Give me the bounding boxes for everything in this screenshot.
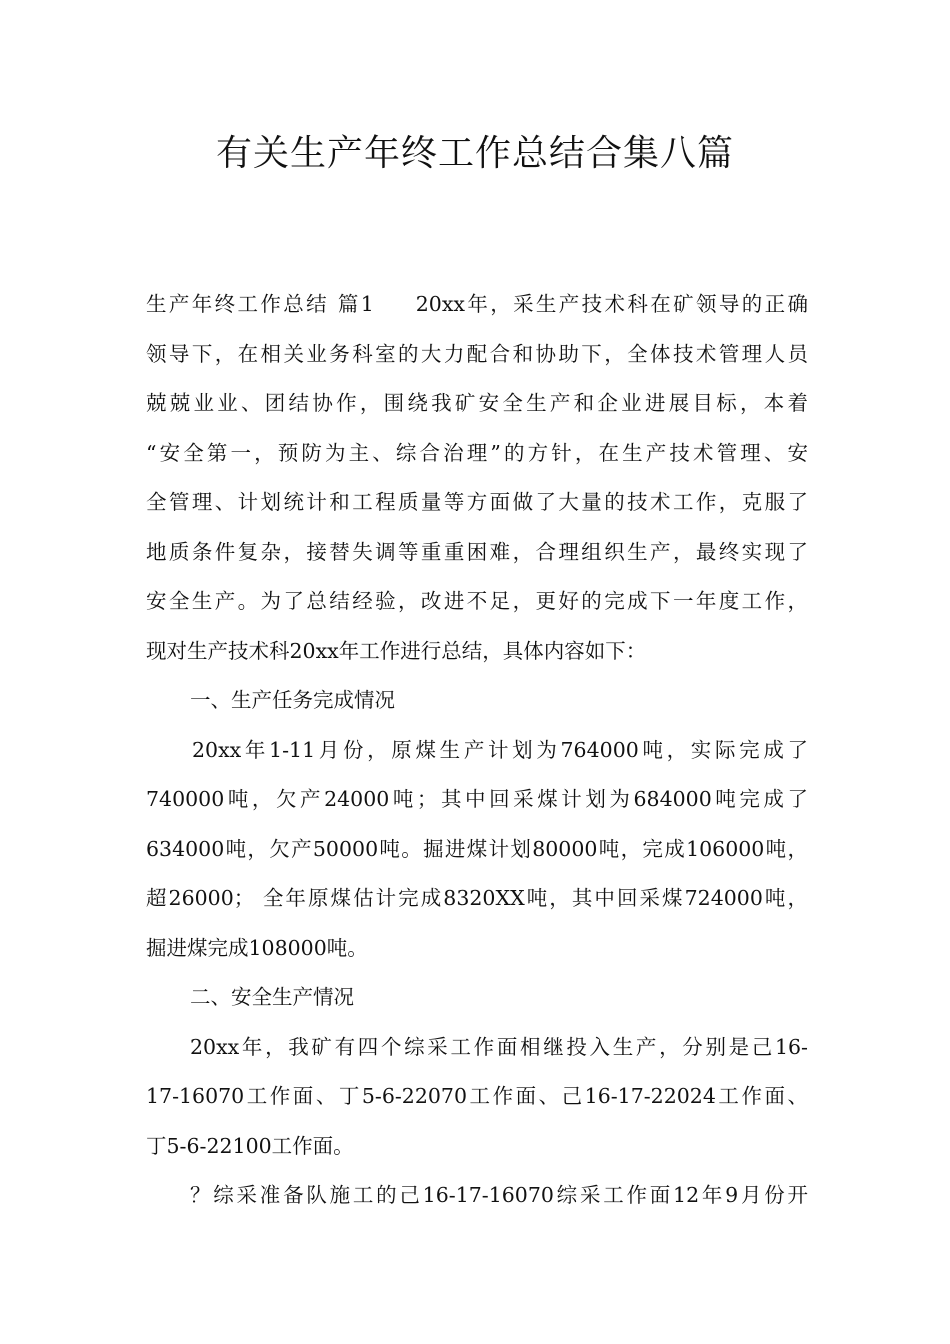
paragraph-line: 安全生产。为了总结经验，改进不足，更好的完成下一年度工作， bbox=[146, 589, 808, 613]
paragraph-line: 超26000； 全年原煤估计完成8320XX吨，其中回采煤724000吨， bbox=[146, 886, 808, 910]
paragraph-line: 掘进煤完成108000吨。 bbox=[146, 935, 368, 960]
paragraph-line: 20xx年，我矿有四个综采工作面相继投入生产，分别是己16- bbox=[190, 1034, 808, 1059]
paragraph-line: 17-16070工作面、丁5-6-22070工作面、己16-17-22024工作面、 bbox=[146, 1084, 808, 1108]
paragraph-line: 634000吨，欠产50000吨。掘进煤计划80000吨，完成106000吨， bbox=[146, 836, 808, 861]
section-heading-inline: 生产年终工作总结 篇1 bbox=[146, 292, 374, 316]
paragraph-line bbox=[146, 280, 808, 330]
paragraph-line: 兢兢业业、团结协作，围绕我矿安全生产和企业进展目标，本着 bbox=[146, 391, 808, 415]
paragraph-line: 20xx年1-11月份，原煤生产计划为764000吨，实际完成了 bbox=[192, 737, 808, 762]
paragraph-line: 丁5-6-22100工作面。 bbox=[146, 1133, 354, 1158]
paragraph-line: 地质条件复杂，接替失调等重重困难，合理组织生产，最终实现了 bbox=[146, 539, 808, 564]
section-heading: 二、安全生产情况 bbox=[190, 985, 354, 1009]
section-heading: 一、生产任务完成情况 bbox=[190, 688, 395, 712]
paragraph-line: ？综采准备队施工的己16-17-16070综采工作面12年9月份开 bbox=[190, 1183, 808, 1207]
document-body bbox=[146, 280, 808, 1221]
paragraph-line: 全管理、计划统计和工程质量等方面做了大量的技术工作，克服了 bbox=[146, 490, 808, 514]
document-title: 有关生产年终工作总结合集八篇 bbox=[215, 133, 734, 174]
paragraph-line: “安全第一，预防为主、综合治理”的方针，在生产技术管理、安 bbox=[146, 440, 808, 465]
paragraph-text: 20xx年，采生产技术科在矿领导的正确 bbox=[415, 292, 808, 316]
paragraph-line: 领导下，在相关业务科室的大力配合和协助下，全体技术管理人员 bbox=[146, 341, 808, 366]
paragraph-line: 740000吨，欠产24000吨；其中回采煤计划为684000吨完成了 bbox=[146, 787, 808, 811]
paragraph-line: 现对生产技术科20xx年工作进行总结，具体内容如下： bbox=[146, 638, 647, 663]
